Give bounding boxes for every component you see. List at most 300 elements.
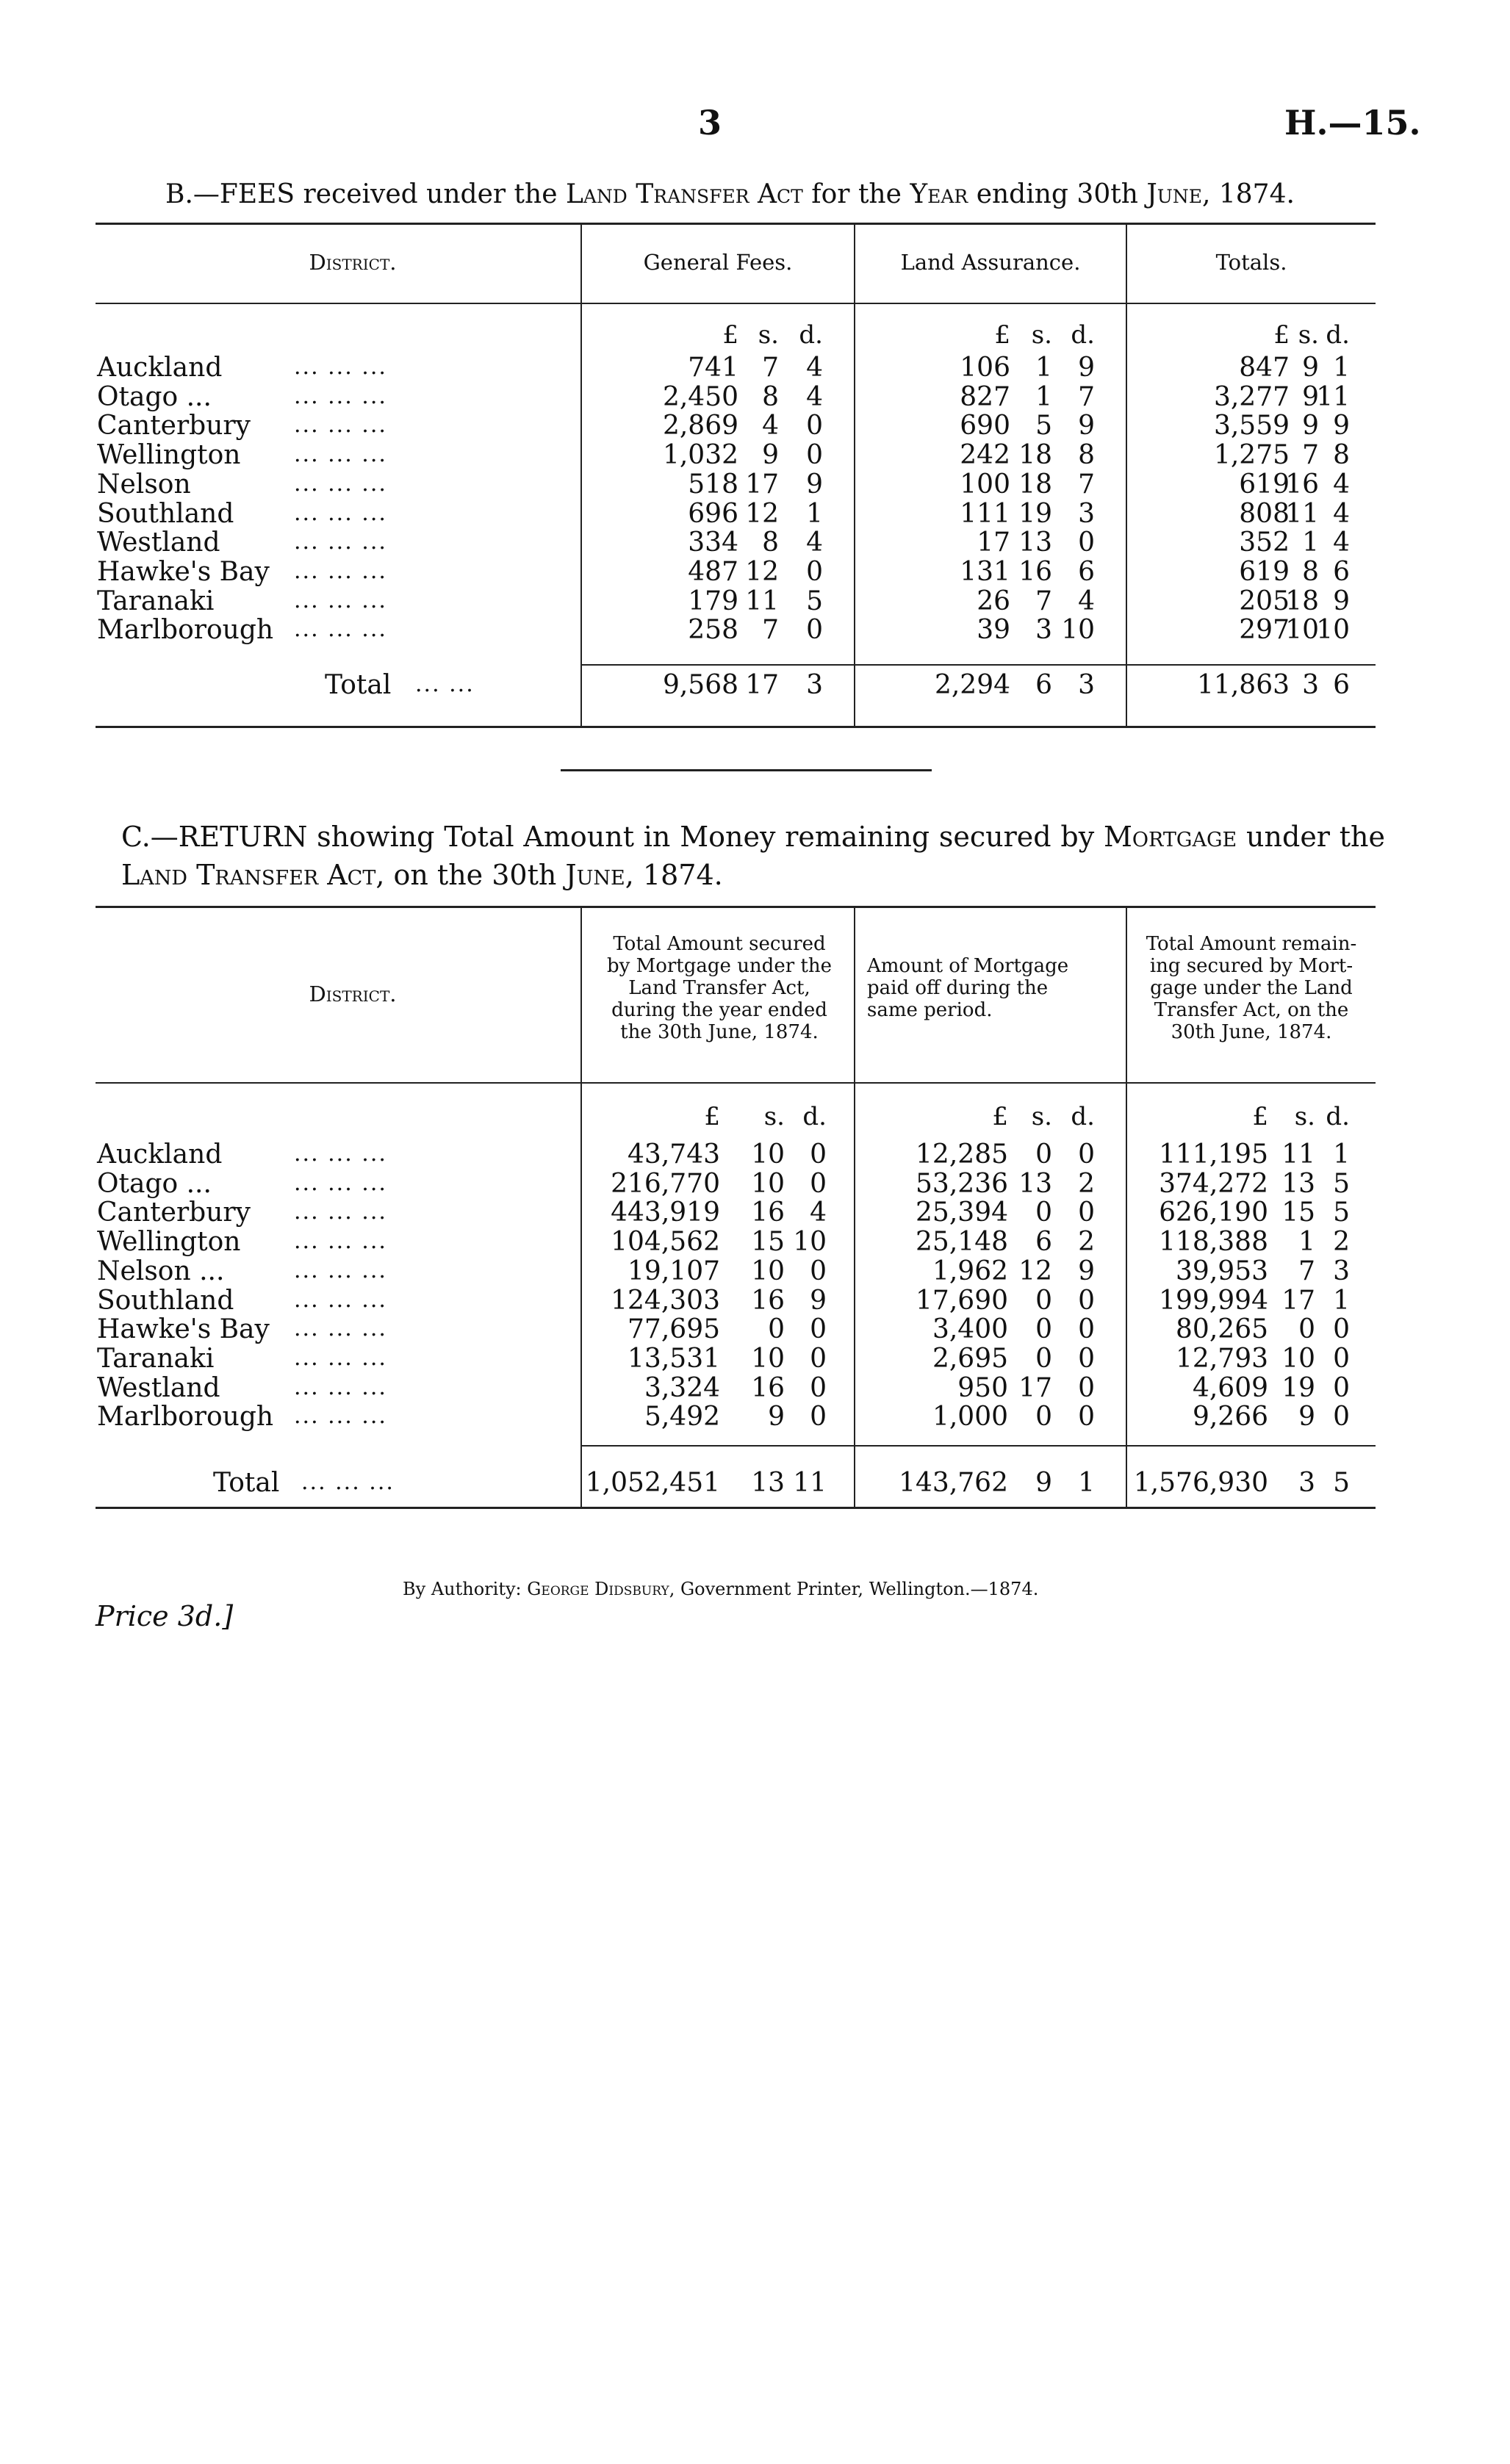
pence-value: 0 [1078, 1197, 1095, 1228]
leader-dots: ... ... ... [294, 1228, 387, 1255]
unit-pounds-label: £ [1252, 1102, 1268, 1131]
shillings-value: 4 [762, 411, 779, 442]
pence-value: 0 [1333, 1343, 1350, 1374]
pence-value: 8 [1333, 440, 1350, 471]
document-reference: H.—15. [1284, 103, 1421, 143]
shillings-value: 10 [751, 1168, 785, 1199]
unit-pence-label: d. [799, 320, 823, 350]
shillings-value: 7 [1035, 586, 1052, 616]
pence-value: 2 [1078, 1227, 1095, 1258]
pounds-value: 199,994 [1159, 1285, 1268, 1316]
shillings-value: 0 [1035, 1285, 1052, 1316]
shillings-value: 11 [1281, 1139, 1315, 1170]
column-header-general-fees: General Fees. [643, 250, 793, 275]
shillings-value: 0 [768, 1314, 785, 1345]
pounds-value: 827 [960, 381, 1010, 412]
shillings-value: 17 [1281, 1285, 1315, 1316]
shillings-value: 8 [762, 381, 779, 412]
leader-dots: ... ... ... [294, 1141, 387, 1167]
shillings-value: 16 [751, 1285, 785, 1316]
district-name: Otago ... [97, 1168, 212, 1199]
pence-value: 4 [806, 381, 823, 412]
shillings-value: 11 [745, 586, 779, 616]
total-shillings-value: 13 [751, 1468, 785, 1498]
pence-value: 7 [1078, 381, 1095, 412]
pence-value: 10 [793, 1227, 827, 1258]
shillings-value: 7 [1302, 440, 1319, 471]
district-name: Canterbury [97, 411, 251, 442]
unit-pence-label: d. [1326, 320, 1350, 350]
pounds-value: 1,032 [662, 440, 738, 471]
table-b-title: B.—FEES received under the Land Transfer Act for the Year ending 30th June, 1874. [165, 179, 1295, 209]
shillings-value: 3 [1035, 615, 1052, 646]
pence-value: 0 [810, 1402, 827, 1433]
shillings-value: 9 [768, 1402, 785, 1433]
total-pounds-value: 2,294 [934, 670, 1010, 700]
unit-shillings-label: s. [1298, 320, 1319, 350]
table-b-top-rule [96, 223, 1376, 225]
pounds-value: 179 [688, 586, 738, 616]
pence-value: 0 [806, 440, 823, 471]
pounds-value: 1,000 [932, 1402, 1008, 1433]
leader-dots: ... ... ... [294, 1170, 387, 1196]
shillings-value: 10 [1281, 1343, 1315, 1374]
shillings-value: 9 [1302, 381, 1319, 412]
table-c-top-rule [96, 906, 1376, 908]
pence-value: 5 [1333, 1168, 1350, 1199]
leader-dots: ... ... ... [294, 442, 387, 468]
pence-value: 0 [810, 1343, 827, 1374]
leader-dots: ... ... ... [294, 500, 387, 526]
leader-dots: ... ... ... [294, 1286, 387, 1313]
leader-dots: ... ... ... [294, 412, 387, 439]
pounds-value: 131 [960, 556, 1010, 587]
shillings-value: 13 [1018, 527, 1052, 558]
pence-value: 0 [1078, 1402, 1095, 1433]
pounds-value: 808 [1239, 498, 1290, 529]
shillings-value: 7 [1298, 1256, 1315, 1286]
header-line: gage under the Land [1150, 977, 1353, 999]
pounds-value: 205 [1239, 586, 1290, 616]
column-header-total-remaining [1133, 933, 1370, 1043]
pence-value: 0 [810, 1168, 827, 1199]
pounds-value: 13,531 [628, 1343, 720, 1374]
pounds-value: 696 [688, 498, 738, 529]
pounds-value: 741 [688, 353, 738, 383]
column-header-total-secured [592, 933, 846, 1043]
shillings-value: 17 [1018, 1372, 1052, 1403]
table-b-col-divider [580, 225, 582, 726]
price-label: Price 3d.] [96, 1600, 234, 1632]
shillings-value: 12 [1018, 1256, 1052, 1286]
total-pence-value: 11 [793, 1468, 827, 1498]
leader-dots: ... ... ... [294, 587, 387, 613]
total-shillings-value: 17 [745, 670, 779, 700]
pounds-value: 12,285 [916, 1139, 1008, 1170]
pounds-value: 80,265 [1176, 1314, 1268, 1345]
total-shillings-value: 3 [1302, 670, 1319, 700]
pounds-value: 118,388 [1159, 1227, 1268, 1258]
table-c-bottom-rule [96, 1507, 1376, 1509]
pence-value: 10 [1316, 615, 1350, 646]
district-name: Westland [97, 527, 220, 558]
pounds-value: 518 [688, 469, 738, 500]
total-shillings-value: 9 [1035, 1468, 1052, 1498]
shillings-value: 0 [1035, 1197, 1052, 1228]
shillings-value: 13 [1281, 1168, 1315, 1199]
pence-value: 6 [1333, 556, 1350, 587]
unit-shillings-label: s. [1031, 320, 1052, 350]
pence-value: 0 [810, 1372, 827, 1403]
pounds-value: 100 [960, 469, 1010, 500]
pence-value: 9 [1333, 586, 1350, 616]
header-line: paid off during the [867, 977, 1049, 999]
shillings-value: 6 [1035, 1227, 1052, 1258]
shillings-value: 10 [1285, 615, 1319, 646]
district-name: Marlborough [97, 615, 274, 646]
header-line: Total Amount secured [613, 933, 826, 955]
pence-value: 1 [1333, 353, 1350, 383]
shillings-value: 0 [1035, 1314, 1052, 1345]
pence-value: 0 [810, 1139, 827, 1170]
leader-dots: ... ... ... [294, 558, 387, 584]
shillings-value: 15 [751, 1227, 785, 1258]
total-pence-value: 1 [1078, 1468, 1095, 1498]
shillings-value: 9 [1302, 353, 1319, 383]
pence-value: 1 [1333, 1139, 1350, 1170]
table-b-bottom-rule [96, 726, 1376, 728]
unit-pounds-label: £ [722, 320, 738, 350]
pence-value: 6 [1078, 556, 1095, 587]
table-b-total-rule [580, 664, 1376, 666]
header-line: Land Transfer Act, [628, 977, 810, 999]
unit-shillings-label: s. [763, 1102, 785, 1131]
pence-value: 9 [1333, 411, 1350, 442]
pence-value: 9 [810, 1285, 827, 1316]
pence-value: 0 [1078, 527, 1095, 558]
pence-value: 9 [1078, 1256, 1095, 1286]
leader-dots: ... ... ... [294, 1257, 387, 1283]
pounds-value: 2,695 [932, 1343, 1008, 1374]
pence-value: 0 [1078, 1285, 1095, 1316]
pounds-value: 124,303 [611, 1285, 720, 1316]
shillings-value: 18 [1018, 469, 1052, 500]
pence-value: 4 [1333, 469, 1350, 500]
pence-value: 0 [1333, 1372, 1350, 1403]
pounds-value: 3,277 [1213, 381, 1290, 412]
shillings-value: 8 [1302, 556, 1319, 587]
shillings-value: 19 [1018, 498, 1052, 529]
district-name: Hawke's Bay [97, 1314, 270, 1345]
pence-value: 9 [1078, 353, 1095, 383]
pounds-value: 242 [960, 440, 1010, 471]
table-c-total-rule [580, 1445, 1376, 1447]
pounds-value: 950 [957, 1372, 1008, 1403]
shillings-value: 16 [751, 1197, 785, 1228]
pounds-value: 4,609 [1192, 1372, 1268, 1403]
total-shillings-value: 3 [1298, 1468, 1315, 1498]
pounds-value: 12,793 [1176, 1343, 1268, 1374]
pence-value: 4 [1333, 527, 1350, 558]
pence-value: 1 [1333, 1285, 1350, 1316]
table-b-col-divider [1126, 225, 1127, 726]
header-line: Transfer Act, on the [1154, 999, 1349, 1021]
district-name: Wellington [97, 440, 241, 471]
pounds-value: 39 [977, 615, 1010, 646]
leader-dots: ... ... ... [294, 529, 387, 555]
total-pounds-value: 1,052,451 [585, 1468, 720, 1498]
leader-dots: ... ... ... [294, 1199, 387, 1225]
pounds-value: 25,148 [916, 1227, 1008, 1258]
shillings-value: 12 [745, 498, 779, 529]
column-header-land-assurance: Land Assurance. [900, 250, 1081, 275]
shillings-value: 16 [1285, 469, 1319, 500]
pounds-value: 443,919 [611, 1197, 720, 1228]
unit-shillings-label: s. [758, 320, 779, 350]
column-header-totals: Totals. [1215, 250, 1287, 275]
total-pence-value: 6 [1333, 670, 1350, 700]
pence-value: 11 [1316, 381, 1350, 412]
pence-value: 0 [806, 615, 823, 646]
pounds-value: 2,450 [662, 381, 738, 412]
unit-pounds-label: £ [704, 1102, 720, 1131]
district-name: Southland [97, 1285, 234, 1316]
pence-value: 3 [1078, 498, 1095, 529]
district-name: Otago ... [97, 381, 212, 412]
shillings-value: 1 [1302, 527, 1319, 558]
total-pounds-value: 11,863 [1197, 670, 1290, 700]
header-line: the 30th June, 1874. [620, 1021, 819, 1043]
shillings-value: 1 [1035, 381, 1052, 412]
pounds-value: 1,962 [932, 1256, 1008, 1286]
shillings-value: 0 [1035, 1343, 1052, 1374]
pounds-value: 19,107 [628, 1256, 720, 1286]
total-pence-value: 5 [1333, 1468, 1350, 1498]
column-header-district: District. [309, 981, 397, 1006]
pounds-value: 106 [960, 353, 1010, 383]
shillings-value: 0 [1035, 1139, 1052, 1170]
district-name: Nelson [97, 469, 191, 500]
pounds-value: 619 [1239, 556, 1290, 587]
total-pounds-value: 1,576,930 [1133, 1468, 1268, 1498]
pounds-value: 5,492 [644, 1402, 720, 1433]
district-name: Wellington [97, 1227, 241, 1258]
header-line: by Mortgage under the [607, 955, 832, 977]
pence-value: 4 [806, 527, 823, 558]
pounds-value: 297 [1239, 615, 1290, 646]
pence-value: 4 [806, 353, 823, 383]
leader-dots: ... ... ... [294, 470, 387, 497]
pounds-value: 111 [960, 498, 1010, 529]
pounds-value: 352 [1239, 527, 1290, 558]
pence-value: 10 [1061, 615, 1095, 646]
unit-pence-label: d. [802, 1102, 827, 1131]
header-line: 30th June, 1874. [1171, 1021, 1332, 1043]
pence-value: 0 [1078, 1314, 1095, 1345]
leader-dots: ... ... ... [301, 1469, 395, 1495]
leader-dots: ... ... ... [294, 1316, 387, 1342]
pounds-value: 487 [688, 556, 738, 587]
district-name: Nelson ... [97, 1256, 225, 1286]
shillings-value: 18 [1018, 440, 1052, 471]
pence-value: 4 [1333, 498, 1350, 529]
shillings-value: 19 [1281, 1372, 1315, 1403]
district-name: Canterbury [97, 1197, 251, 1228]
pence-value: 9 [1078, 411, 1095, 442]
district-name: Southland [97, 498, 234, 529]
pounds-value: 3,324 [644, 1372, 720, 1403]
shillings-value: 10 [751, 1343, 785, 1374]
pounds-value: 43,743 [628, 1139, 720, 1170]
pounds-value: 9,266 [1192, 1402, 1268, 1433]
shillings-value: 17 [745, 469, 779, 500]
unit-pence-label: d. [1071, 320, 1095, 350]
table-b-header-rule [96, 303, 1376, 304]
pence-value: 0 [1078, 1343, 1095, 1374]
pounds-value: 53,236 [916, 1168, 1008, 1199]
column-header-district: District. [309, 250, 397, 275]
shillings-value: 13 [1018, 1168, 1052, 1199]
total-label: Total [213, 1468, 280, 1498]
total-shillings-value: 6 [1035, 670, 1052, 700]
district-name: Taranaki [97, 586, 215, 616]
total-pence-value: 3 [1078, 670, 1095, 700]
printer-authority: By Authority: George Didsbury, Government Printer, Wellington.—1874. [403, 1579, 1039, 1599]
pence-value: 8 [1078, 440, 1095, 471]
table-c-title: C.—RETURN showing Total Amount in Money remaining secured by Mortgage under the Land Transfer Act, on the 30th June, 1874. [121, 821, 1385, 891]
column-header-mortgage-paid [867, 955, 1117, 1021]
unit-shillings-label: s. [1294, 1102, 1315, 1131]
pounds-value: 26 [977, 586, 1010, 616]
pounds-value: 3,559 [1213, 411, 1290, 442]
page-number: 3 [698, 103, 722, 143]
total-label: Total [325, 670, 392, 700]
shillings-value: 16 [751, 1372, 785, 1403]
leader-dots: ... ... ... [294, 354, 387, 380]
pence-value: 5 [1333, 1197, 1350, 1228]
pounds-value: 619 [1239, 469, 1290, 500]
shillings-value: 9 [1298, 1402, 1315, 1433]
shillings-value: 5 [1035, 411, 1052, 442]
pence-value: 4 [1078, 586, 1095, 616]
pence-value: 4 [810, 1197, 827, 1228]
shillings-value: 0 [1035, 1402, 1052, 1433]
district-name: Auckland [97, 1139, 223, 1170]
shillings-value: 11 [1285, 498, 1319, 529]
unit-pounds-label: £ [994, 320, 1010, 350]
table-b-col-divider [854, 225, 855, 726]
pence-value: 0 [1078, 1139, 1095, 1170]
pence-value: 0 [1333, 1402, 1350, 1433]
pence-value: 2 [1078, 1168, 1095, 1199]
shillings-value: 10 [751, 1256, 785, 1286]
total-pence-value: 3 [806, 670, 823, 700]
district-name: Westland [97, 1372, 220, 1403]
pence-value: 0 [810, 1256, 827, 1286]
header-line: Amount of Mortgage [867, 955, 1069, 977]
header-line: same period. [867, 999, 993, 1021]
pounds-value: 374,272 [1159, 1168, 1268, 1199]
shillings-value: 7 [762, 615, 779, 646]
pounds-value: 2,869 [662, 411, 738, 442]
leader-dots: ... ... ... [294, 383, 387, 409]
pounds-value: 17,690 [916, 1285, 1008, 1316]
unit-shillings-label: s. [1031, 1102, 1052, 1131]
unit-pounds-label: £ [992, 1102, 1008, 1131]
pounds-value: 626,190 [1159, 1197, 1268, 1228]
pounds-value: 25,394 [916, 1197, 1008, 1228]
unit-pence-label: d. [1326, 1102, 1350, 1131]
pence-value: 0 [806, 411, 823, 442]
shillings-value: 18 [1285, 586, 1319, 616]
district-name: Taranaki [97, 1343, 215, 1374]
shillings-value: 9 [762, 440, 779, 471]
total-pounds-value: 9,568 [662, 670, 738, 700]
pence-value: 5 [806, 586, 823, 616]
unit-pence-label: d. [1071, 1102, 1095, 1131]
pounds-value: 334 [688, 527, 738, 558]
total-pounds-value: 143,762 [899, 1468, 1008, 1498]
pence-value: 0 [806, 556, 823, 587]
leader-dots: ... ... [415, 671, 475, 697]
unit-pounds-label: £ [1273, 320, 1290, 350]
pounds-value: 1,275 [1213, 440, 1290, 471]
pounds-value: 258 [688, 615, 738, 646]
section-separator [561, 769, 932, 771]
shillings-value: 0 [1298, 1314, 1315, 1345]
shillings-value: 16 [1018, 556, 1052, 587]
shillings-value: 9 [1302, 411, 1319, 442]
pence-value: 0 [1333, 1314, 1350, 1345]
header-line: Total Amount remain- [1146, 933, 1357, 955]
pence-value: 0 [810, 1314, 827, 1345]
pence-value: 7 [1078, 469, 1095, 500]
leader-dots: ... ... ... [294, 616, 387, 643]
shillings-value: 10 [751, 1139, 785, 1170]
pounds-value: 39,953 [1176, 1256, 1268, 1286]
pounds-value: 111,195 [1159, 1139, 1268, 1170]
pence-value: 3 [1333, 1256, 1350, 1286]
header-line: ing secured by Mort- [1149, 955, 1353, 977]
pence-value: 0 [1078, 1372, 1095, 1403]
shillings-value: 1 [1035, 353, 1052, 383]
shillings-value: 1 [1298, 1227, 1315, 1258]
pence-value: 9 [806, 469, 823, 500]
pounds-value: 847 [1239, 353, 1290, 383]
shillings-value: 15 [1281, 1197, 1315, 1228]
table-c-col-divider [854, 908, 855, 1507]
district-name: Marlborough [97, 1402, 274, 1433]
table-c-header-rule [96, 1082, 1376, 1084]
leader-dots: ... ... ... [294, 1374, 387, 1400]
pence-value: 1 [806, 498, 823, 529]
pounds-value: 17 [977, 527, 1010, 558]
district-name: Auckland [97, 353, 223, 383]
leader-dots: ... ... ... [294, 1344, 387, 1371]
pounds-value: 77,695 [628, 1314, 720, 1345]
pounds-value: 216,770 [611, 1168, 720, 1199]
leader-dots: ... ... ... [294, 1403, 387, 1430]
pounds-value: 3,400 [932, 1314, 1008, 1345]
shillings-value: 12 [745, 556, 779, 587]
header-line: during the year ended [611, 999, 827, 1021]
pounds-value: 690 [960, 411, 1010, 442]
district-name: Hawke's Bay [97, 556, 270, 587]
pounds-value: 104,562 [611, 1227, 720, 1258]
shillings-value: 8 [762, 527, 779, 558]
pence-value: 2 [1333, 1227, 1350, 1258]
shillings-value: 7 [762, 353, 779, 383]
